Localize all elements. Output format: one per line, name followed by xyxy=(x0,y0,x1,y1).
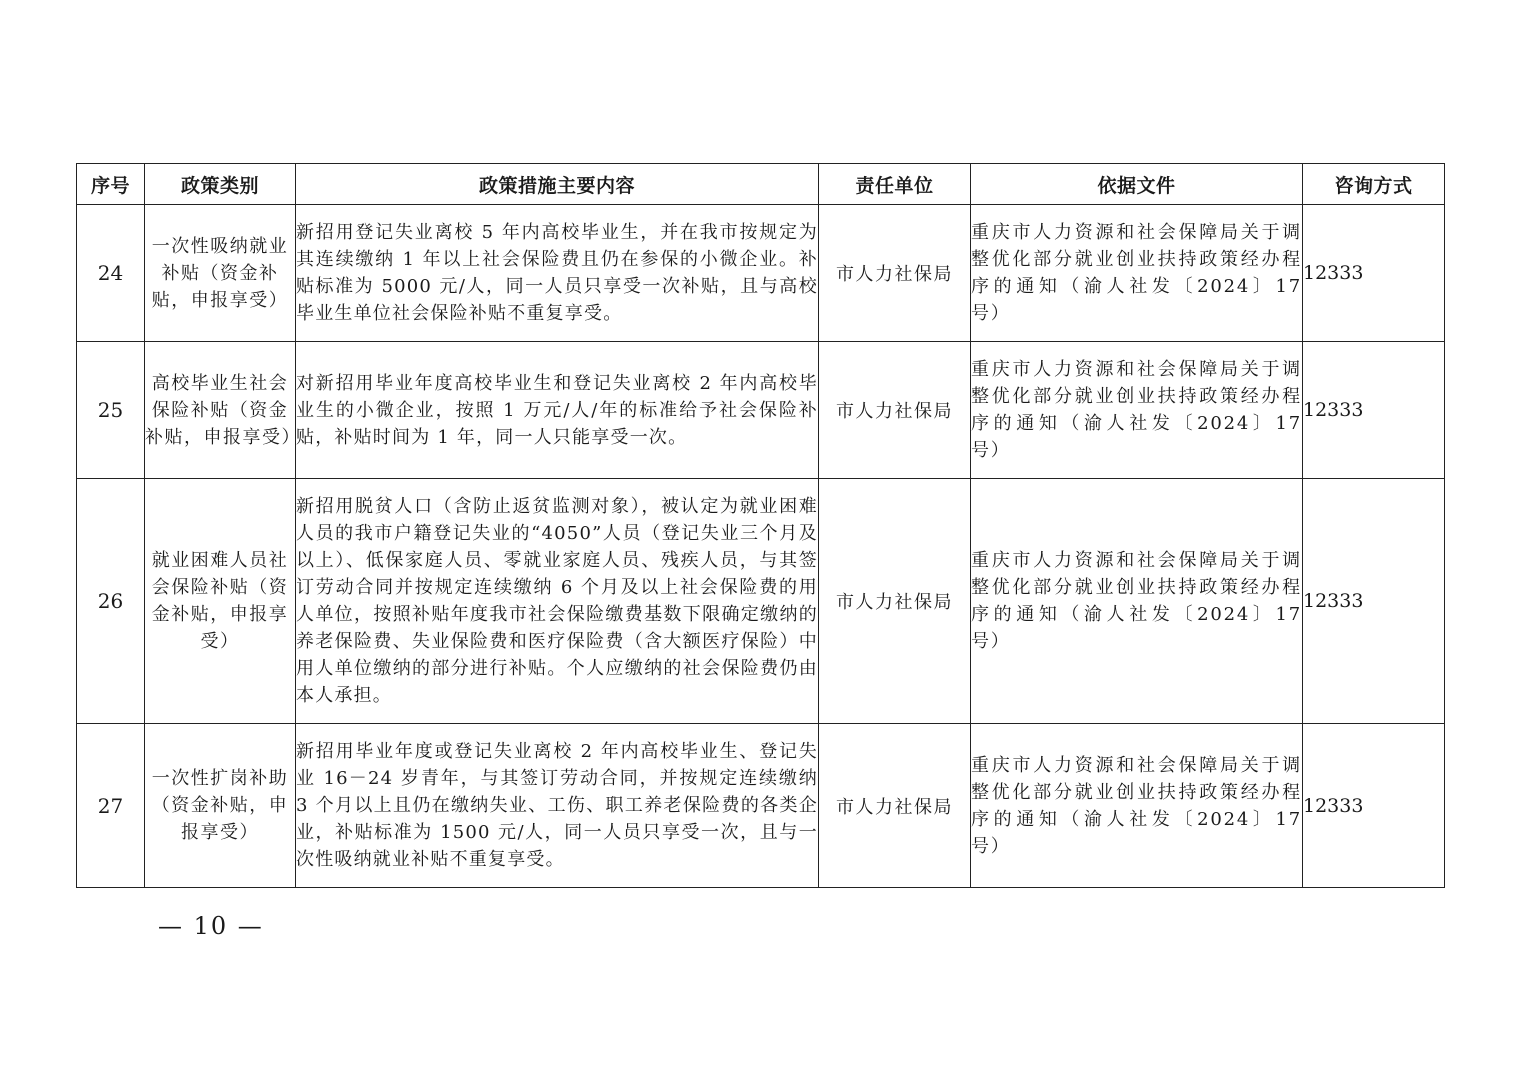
policy-content: 新招用脱贫人口（含防止返贫监测对象），被认定为就业困难人员的我市户籍登记失业的“4050”人员（登记失业三个月及以上）、低保家庭人员、零就业家庭人员、残疾人员，与其签订劳动合同并按规定连续缴纳 6 个月及以上社会保险费的用人单位，按照补贴年度我市社会保险缴费基数下限确定缴纳的养老保险费、失业保险费和医疗保险费（含大额医疗保险）中用人单位缴纳的部分进行补贴。个人应缴纳的社会保险费仍由本人承担。 xyxy=(296,479,819,724)
policy-content: 新招用毕业年度或登记失业离校 2 年内高校毕业生、登记失业 16－24 岁青年，与其签订劳动合同，并按规定连续缴纳 3 个月以上且仍在缴纳失业、工伤、职工养老保险费的各类企业，补贴标准为 1500 元/人，同一人员只享受一次，且与一次性吸纳就业补贴不重复享受。 xyxy=(296,724,819,888)
responsible-unit: 市人力社保局 xyxy=(819,342,971,479)
policy-category: 就业困难人员社会保险补贴（资金补贴，申报享受） xyxy=(145,479,296,724)
row-number: 26 xyxy=(77,479,145,724)
header-category: 政策类别 xyxy=(145,164,296,205)
responsible-unit: 市人力社保局 xyxy=(819,479,971,724)
table-row xyxy=(77,205,1445,342)
contact-number: 12333 xyxy=(1303,342,1445,479)
header-content: 政策措施主要内容 xyxy=(296,164,819,205)
header-unit: 责任单位 xyxy=(819,164,971,205)
contact-number: 12333 xyxy=(1303,205,1445,342)
responsible-unit: 市人力社保局 xyxy=(819,205,971,342)
contact-number: 12333 xyxy=(1303,479,1445,724)
policy-content: 对新招用毕业年度高校毕业生和登记失业离校 2 年内高校毕业生的小微企业，按照 1 万元/人/年的标准给予社会保险补贴，补贴时间为 1 年，同一人只能享受一次。 xyxy=(296,342,819,479)
table-row xyxy=(77,479,1445,724)
policy-category: 一次性吸纳就业补贴（资金补贴，申报享受） xyxy=(145,205,296,342)
responsible-unit: 市人力社保局 xyxy=(819,724,971,888)
row-number: 25 xyxy=(77,342,145,479)
page-number: — 10 — xyxy=(158,912,264,940)
table-header-row xyxy=(77,164,1445,205)
policy-category: 一次性扩岗补助（资金补贴，申报享受） xyxy=(145,724,296,888)
policy-table xyxy=(76,163,1445,888)
basis-document: 重庆市人力资源和社会保障局关于调整优化部分就业创业扶持政策经办程序的通知（渝人社发〔2024〕17 号） xyxy=(971,342,1303,479)
table-row xyxy=(77,724,1445,888)
basis-document: 重庆市人力资源和社会保障局关于调整优化部分就业创业扶持政策经办程序的通知（渝人社发〔2024〕17 号） xyxy=(971,479,1303,724)
header-no: 序号 xyxy=(77,164,145,205)
row-number: 24 xyxy=(77,205,145,342)
contact-number: 12333 xyxy=(1303,724,1445,888)
row-number: 27 xyxy=(77,724,145,888)
header-contact: 咨询方式 xyxy=(1303,164,1445,205)
basis-document: 重庆市人力资源和社会保障局关于调整优化部分就业创业扶持政策经办程序的通知（渝人社发〔2024〕17 号） xyxy=(971,724,1303,888)
policy-category: 高校毕业生社会保险补贴（资金补贴，申报享受） xyxy=(145,342,296,479)
policy-content: 新招用登记失业离校 5 年内高校毕业生，并在我市按规定为其连续缴纳 1 年以上社会保险费且仍在参保的小微企业。补贴标准为 5000 元/人，同一人员只享受一次补贴，且与高校毕业生单位社会保险补贴不重复享受。 xyxy=(296,205,819,342)
basis-document: 重庆市人力资源和社会保障局关于调整优化部分就业创业扶持政策经办程序的通知（渝人社发〔2024〕17 号） xyxy=(971,205,1303,342)
header-doc: 依据文件 xyxy=(971,164,1303,205)
table-row xyxy=(77,342,1445,479)
